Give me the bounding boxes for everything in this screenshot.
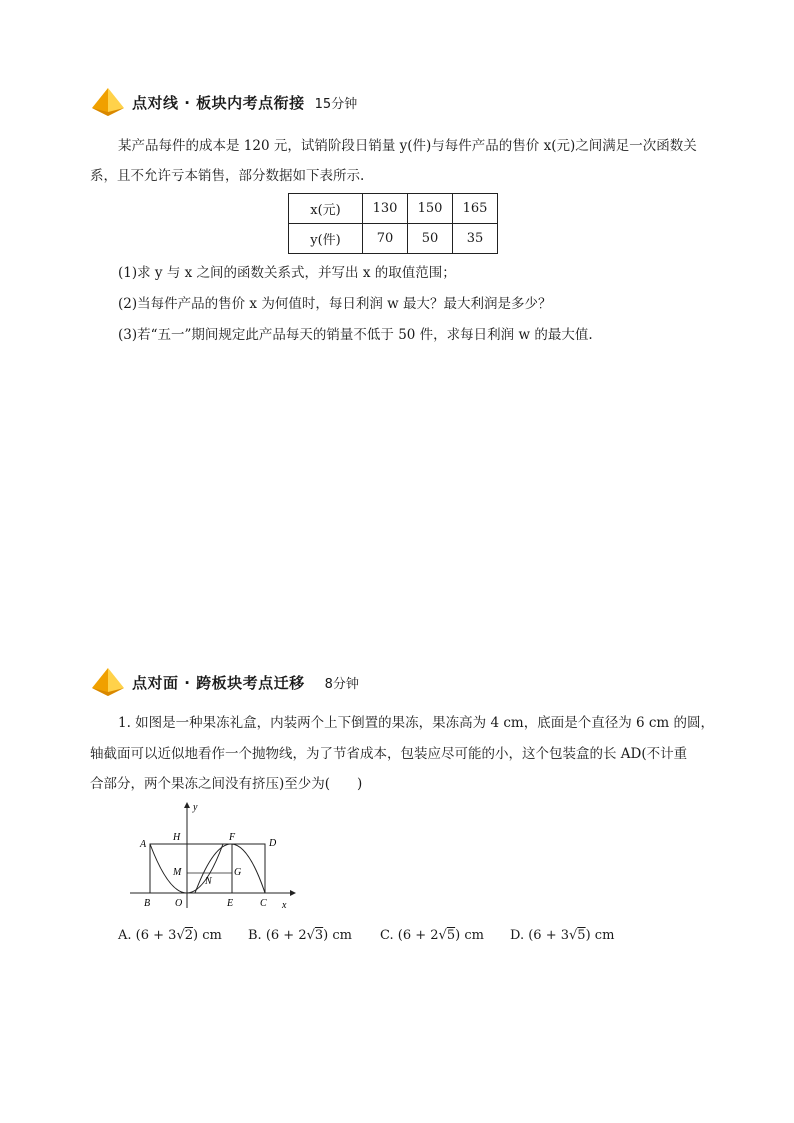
problem-intro-line-2: 系，且不允许亏本销售，部分数据如下表所示. xyxy=(90,168,365,184)
section-time: 15分钟 xyxy=(314,96,358,112)
pyramid-icon xyxy=(90,86,126,118)
option-text: ) cm xyxy=(323,928,352,943)
option-b[interactable]: B. (6 + 2√3) cm xyxy=(248,928,352,943)
table-cell: 130 xyxy=(363,194,408,224)
radicand: 3 xyxy=(314,928,324,943)
question-3: (3)若“五一”期间规定此产品每天的销量不低于 50 件，求每日利润 w 的最大值. xyxy=(118,327,593,343)
jelly-box-diagram xyxy=(125,800,300,915)
problem-line-2: 轴截面可以近似地看作一个抛物线，为了节省成本，包装应尽可能的小，这个包装盒的长 AD(不计重 xyxy=(90,746,688,762)
table-cell: x(元) xyxy=(289,194,363,224)
x-axis-arrow xyxy=(290,890,296,896)
section-header-2 xyxy=(90,666,359,698)
label-f: F xyxy=(229,832,236,843)
option-text: ) cm xyxy=(585,928,615,943)
label-y: y xyxy=(193,802,198,813)
option-text: C. (6 + 2 xyxy=(380,928,439,943)
label-c: C xyxy=(260,898,267,909)
option-text: A. (6 + 3 xyxy=(118,928,177,943)
table-row xyxy=(289,194,498,224)
table-cell: y(件) xyxy=(289,224,363,254)
table-cell: 150 xyxy=(408,194,453,224)
data-table xyxy=(288,193,498,254)
question-1: (1)求 y 与 x 之间的函数关系式，并写出 x 的取值范围； xyxy=(118,265,456,281)
option-text: D. (6 + 3 xyxy=(510,928,569,943)
table-cell: 165 xyxy=(453,194,498,224)
y-axis-arrow xyxy=(184,802,190,808)
label-o: O xyxy=(175,898,183,909)
label-a: A xyxy=(140,839,147,850)
table-cell: 35 xyxy=(453,224,498,254)
label-h: H xyxy=(173,832,181,843)
label-n: N xyxy=(205,876,212,887)
radicand: 5 xyxy=(577,928,586,943)
label-x: x xyxy=(282,900,287,911)
label-e: E xyxy=(227,898,234,909)
label-g: G xyxy=(234,867,242,878)
option-d[interactable]: D. (6 + 3√5) cm xyxy=(510,928,615,943)
table-row xyxy=(289,224,498,254)
problem-line-1: 1. 如图是一种果冻礼盒，内装两个上下倒置的果冻，果冻高为 4 cm，底面是个直径为 6 cm 的圆， xyxy=(118,715,715,731)
option-a[interactable]: A. (6 + 3√2) cm xyxy=(118,928,222,943)
radicand: 5 xyxy=(446,928,456,943)
option-c[interactable]: C. (6 + 2√5) cm xyxy=(380,928,484,943)
radicand: 2 xyxy=(184,928,194,943)
option-text: ) cm xyxy=(455,928,484,943)
option-text: ) cm xyxy=(193,928,222,943)
label-m: M xyxy=(173,867,182,878)
pyramid-icon xyxy=(90,666,126,698)
label-d: D xyxy=(269,838,277,849)
option-text: B. (6 + 2 xyxy=(248,928,307,943)
section-header-1 xyxy=(90,86,357,118)
problem-intro-line-1: 某产品每件的成本是 120 元，试销阶段日销量 y(件)与每件产品的售价 x(元)之间满足一次函数关 xyxy=(118,138,697,154)
problem-line-3: 合部分，两个果冻之间没有挤压)至少为( ) xyxy=(90,776,363,792)
section-time: 8分钟 xyxy=(324,676,359,692)
label-b: B xyxy=(144,898,151,909)
section-title: 点对线 · 板块内考点衔接 xyxy=(132,93,305,112)
section-title: 点对面 · 跨板块考点迁移 xyxy=(132,673,305,692)
table-cell: 50 xyxy=(408,224,453,254)
table-cell: 70 xyxy=(363,224,408,254)
question-2: (2)当每件产品的售价 x 为何值时，每日利润 w 最大？最大利润是多少？ xyxy=(118,296,552,312)
